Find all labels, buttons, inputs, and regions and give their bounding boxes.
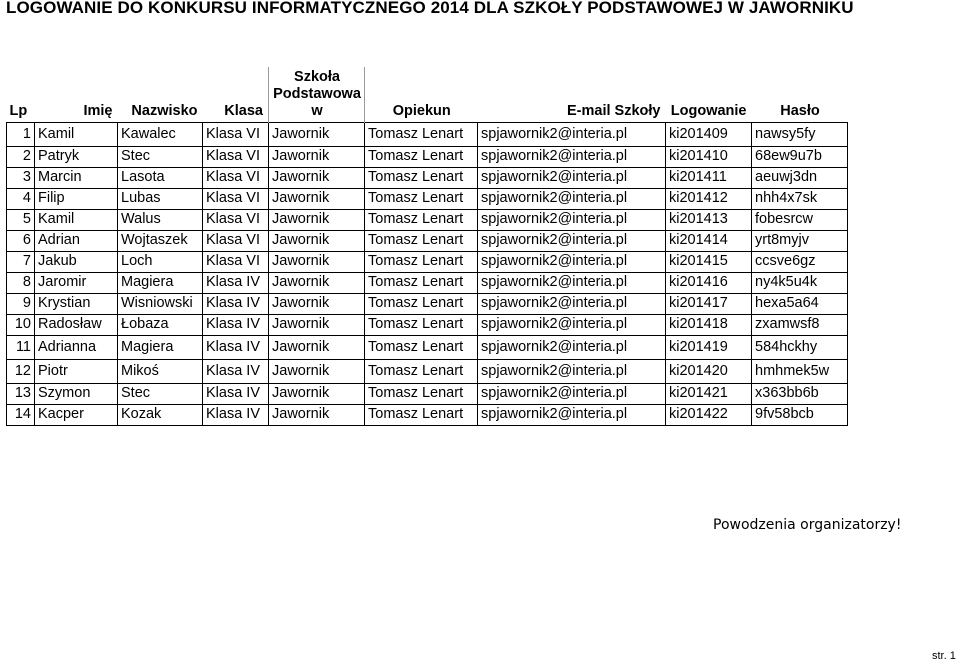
login-table: [6, 67, 848, 426]
cell-first-name: Adrian: [35, 230, 118, 251]
header-supervisor: Opiekun: [392, 102, 451, 119]
cell-class: Klasa IV: [203, 404, 269, 425]
cell-supervisor: Tomasz Lenart: [365, 314, 478, 335]
cell-first-name: Jaromir: [35, 272, 118, 293]
cell-class: Klasa VI: [203, 122, 269, 146]
cell-class: Klasa IV: [203, 359, 269, 383]
table-row: [7, 209, 848, 230]
cell-first-name: Krystian: [35, 293, 118, 314]
cell-lp: 3: [7, 167, 35, 188]
cell-password: hexa5a64: [752, 293, 848, 314]
cell-password: aeuwj3dn: [752, 167, 848, 188]
cell-first-name: Kacper: [35, 404, 118, 425]
cell-password: 68ew9u7b: [752, 146, 848, 167]
cell-school-email: spjawornik2@interia.pl: [478, 146, 666, 167]
cell-first-name: Filip: [35, 188, 118, 209]
cell-school: Jawornik: [269, 359, 365, 383]
cell-last-name: Magiera: [118, 272, 203, 293]
cell-login: ki201419: [666, 335, 752, 359]
cell-lp: 9: [7, 293, 35, 314]
cell-school-email: spjawornik2@interia.pl: [478, 404, 666, 425]
table-row: [7, 122, 848, 146]
cell-supervisor: Tomasz Lenart: [365, 230, 478, 251]
cell-login: ki201418: [666, 314, 752, 335]
cell-school: Jawornik: [269, 251, 365, 272]
cell-school: Jawornik: [269, 272, 365, 293]
cell-class: Klasa IV: [203, 383, 269, 404]
cell-password: x363bb6b: [752, 383, 848, 404]
page-number: str. 1: [932, 650, 956, 662]
cell-login: ki201409: [666, 122, 752, 146]
cell-class: Klasa VI: [203, 146, 269, 167]
cell-supervisor: Tomasz Lenart: [365, 122, 478, 146]
cell-class: Klasa IV: [203, 272, 269, 293]
table-body: [7, 122, 848, 425]
cell-first-name: Jakub: [35, 251, 118, 272]
cell-supervisor: Tomasz Lenart: [365, 404, 478, 425]
header-first-name: Imię: [83, 102, 113, 119]
cell-school-email: spjawornik2@interia.pl: [478, 314, 666, 335]
cell-login: ki201412: [666, 188, 752, 209]
table-row: [7, 314, 848, 335]
cell-lp: 5: [7, 209, 35, 230]
cell-school: Jawornik: [269, 146, 365, 167]
cell-last-name: Stec: [118, 146, 203, 167]
cell-login: ki201410: [666, 146, 752, 167]
cell-login: ki201416: [666, 272, 752, 293]
cell-lp: 2: [7, 146, 35, 167]
table-header-row: [7, 67, 848, 122]
cell-first-name: Kamil: [35, 122, 118, 146]
header-login: Logowanie: [670, 102, 747, 119]
header-class: Klasa: [224, 102, 263, 119]
cell-supervisor: Tomasz Lenart: [365, 359, 478, 383]
table-row: [7, 293, 848, 314]
cell-supervisor: Tomasz Lenart: [365, 146, 478, 167]
cell-school-email: spjawornik2@interia.pl: [478, 293, 666, 314]
table-row: [7, 404, 848, 425]
cell-class: Klasa VI: [203, 188, 269, 209]
cell-login: ki201422: [666, 404, 752, 425]
table-row: [7, 188, 848, 209]
cell-lp: 10: [7, 314, 35, 335]
document-title: LOGOWANIE DO KONKURSU INFORMATYCZNEGO 2014 DLA SZKOŁY PODSTAWOWEJ W JAWORNIKU: [6, 0, 854, 17]
cell-password: 9fv58bcb: [752, 404, 848, 425]
cell-class: Klasa IV: [203, 314, 269, 335]
cell-school: Jawornik: [269, 188, 365, 209]
cell-supervisor: Tomasz Lenart: [365, 383, 478, 404]
cell-school-email: spjawornik2@interia.pl: [478, 122, 666, 146]
cell-supervisor: Tomasz Lenart: [365, 335, 478, 359]
cell-class: Klasa VI: [203, 251, 269, 272]
cell-school-email: spjawornik2@interia.pl: [478, 230, 666, 251]
cell-lp: 6: [7, 230, 35, 251]
cell-class: Klasa IV: [203, 335, 269, 359]
header-school-email: E-mail Szkoły: [567, 102, 661, 119]
cell-supervisor: Tomasz Lenart: [365, 251, 478, 272]
table-row: [7, 359, 848, 383]
cell-school: Jawornik: [269, 335, 365, 359]
header-school: Szkoła Podstawowa w: [269, 67, 365, 122]
cell-password: 584hckhy: [752, 335, 848, 359]
header-password: Hasło: [780, 102, 820, 119]
cell-login: ki201417: [666, 293, 752, 314]
header-lp: Lp: [9, 102, 28, 119]
cell-supervisor: Tomasz Lenart: [365, 293, 478, 314]
cell-lp: 14: [7, 404, 35, 425]
cell-school: Jawornik: [269, 122, 365, 146]
cell-first-name: Piotr: [35, 359, 118, 383]
table-row: [7, 167, 848, 188]
cell-school: Jawornik: [269, 404, 365, 425]
cell-first-name: Marcin: [35, 167, 118, 188]
table-row: [7, 230, 848, 251]
table-row: [7, 251, 848, 272]
cell-last-name: Kozak: [118, 404, 203, 425]
header-last-name: Nazwisko: [131, 102, 198, 119]
cell-school: Jawornik: [269, 209, 365, 230]
cell-password: yrt8myjv: [752, 230, 848, 251]
cell-school-email: spjawornik2@interia.pl: [478, 188, 666, 209]
cell-login: ki201415: [666, 251, 752, 272]
cell-lp: 7: [7, 251, 35, 272]
cell-school-email: spjawornik2@interia.pl: [478, 167, 666, 188]
table-row: [7, 146, 848, 167]
cell-last-name: Lasota: [118, 167, 203, 188]
cell-school-email: spjawornik2@interia.pl: [478, 272, 666, 293]
cell-school-email: spjawornik2@interia.pl: [478, 359, 666, 383]
cell-login: ki201413: [666, 209, 752, 230]
cell-lp: 1: [7, 122, 35, 146]
cell-password: ny4k5u4k: [752, 272, 848, 293]
cell-class: Klasa IV: [203, 293, 269, 314]
cell-supervisor: Tomasz Lenart: [365, 209, 478, 230]
footer-note: Powodzenia organizatorzy!: [713, 517, 902, 533]
cell-lp: 8: [7, 272, 35, 293]
cell-last-name: Stec: [118, 383, 203, 404]
cell-class: Klasa VI: [203, 209, 269, 230]
cell-password: zxamwsf8: [752, 314, 848, 335]
cell-login: ki201420: [666, 359, 752, 383]
cell-supervisor: Tomasz Lenart: [365, 167, 478, 188]
cell-login: ki201414: [666, 230, 752, 251]
cell-last-name: Kawalec: [118, 122, 203, 146]
cell-class: Klasa VI: [203, 167, 269, 188]
table-row: [7, 272, 848, 293]
cell-school: Jawornik: [269, 383, 365, 404]
cell-school: Jawornik: [269, 230, 365, 251]
cell-school-email: spjawornik2@interia.pl: [478, 209, 666, 230]
cell-last-name: Magiera: [118, 335, 203, 359]
cell-password: fobesrcw: [752, 209, 848, 230]
cell-supervisor: Tomasz Lenart: [365, 188, 478, 209]
cell-last-name: Mikoś: [118, 359, 203, 383]
cell-school-email: spjawornik2@interia.pl: [478, 383, 666, 404]
cell-first-name: Adrianna: [35, 335, 118, 359]
cell-last-name: Lubas: [118, 188, 203, 209]
cell-lp: 11: [7, 335, 35, 359]
cell-password: hmhmek5w: [752, 359, 848, 383]
cell-first-name: Patryk: [35, 146, 118, 167]
cell-password: ccsve6gz: [752, 251, 848, 272]
cell-first-name: Szymon: [35, 383, 118, 404]
cell-school: Jawornik: [269, 293, 365, 314]
cell-login: ki201421: [666, 383, 752, 404]
cell-class: Klasa VI: [203, 230, 269, 251]
cell-school-email: spjawornik2@interia.pl: [478, 251, 666, 272]
cell-password: nhh4x7sk: [752, 188, 848, 209]
cell-password: nawsy5fy: [752, 122, 848, 146]
cell-school-email: spjawornik2@interia.pl: [478, 335, 666, 359]
cell-school: Jawornik: [269, 167, 365, 188]
cell-last-name: Łobaza: [118, 314, 203, 335]
cell-last-name: Loch: [118, 251, 203, 272]
table-row: [7, 335, 848, 359]
cell-lp: 13: [7, 383, 35, 404]
cell-lp: 4: [7, 188, 35, 209]
cell-supervisor: Tomasz Lenart: [365, 272, 478, 293]
cell-lp: 12: [7, 359, 35, 383]
table-row: [7, 383, 848, 404]
cell-last-name: Wisniowski: [118, 293, 203, 314]
cell-school: Jawornik: [269, 314, 365, 335]
cell-login: ki201411: [666, 167, 752, 188]
cell-last-name: Wojtaszek: [118, 230, 203, 251]
cell-first-name: Radosław: [35, 314, 118, 335]
cell-first-name: Kamil: [35, 209, 118, 230]
cell-last-name: Walus: [118, 209, 203, 230]
